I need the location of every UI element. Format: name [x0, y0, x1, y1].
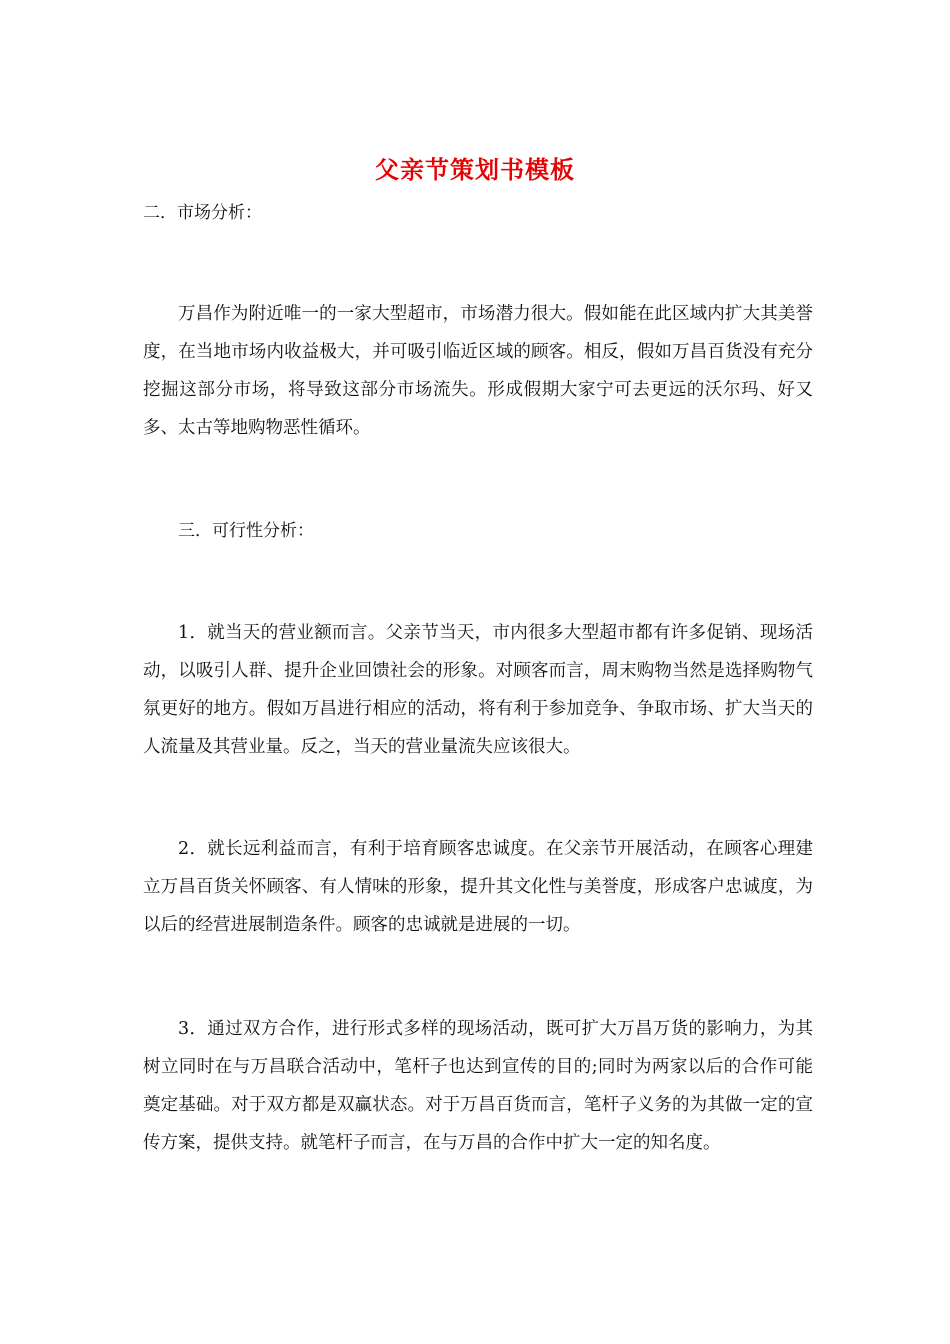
feasibility-point-3: 3．通过双方合作，进行形式多样的现场活动，既可扩大万昌万货的影响力，为其树立同时在与万昌联合活动中，笔杆子也达到宣传的目的;同时为两家以后的合作可能奠定基础。对于双方都是双赢状态。对于万昌百货而言，笔杆子义务的为其做一定的宣传方案，提供支持。就笔杆子而言，在与万昌的合作中扩大一定的知名度。 [143, 1019, 813, 1153]
feasibility-point-2: 2．就长远利益而言，有利于培育顾客忠诚度。在父亲节开展活动，在顾客心理建立万昌百货关怀顾客、有人情味的形象，提升其文化性与美誉度，形成客户忠诚度，为以后的经营进展制造条件。顾客的忠诚就是进展的一切。 [143, 839, 813, 935]
market-analysis-heading: 二．市场分析： [143, 203, 262, 223]
market-analysis-paragraph: 万昌作为附近唯一的一家大型超市，市场潜力很大。假如能在此区域内扩大其美誉度，在当地市场内收益极大，并可吸引临近区域的顾客。相反，假如万昌百货没有充分挖掘这部分市场，将导致这部分市场流失。形成假期大家宁可去更远的沃尔玛、好又多、太古等地购物恶性循环。 [143, 304, 813, 438]
feasibility-analysis-heading: 三．可行性分析： [178, 521, 314, 541]
document-title: 父亲节策划书模板 [375, 155, 575, 184]
feasibility-point-1: 1．就当天的营业额而言。父亲节当天，市内很多大型超市都有许多促销、现场活动，以吸引人群、提升企业回馈社会的形象。对顾客而言，周末购物当然是选择购物气氛更好的地方。假如万昌进行相应的活动，将有利于参加竞争、争取市场、扩大当天的人流量及其营业量。反之，当天的营业量流失应该很大。 [143, 623, 813, 757]
